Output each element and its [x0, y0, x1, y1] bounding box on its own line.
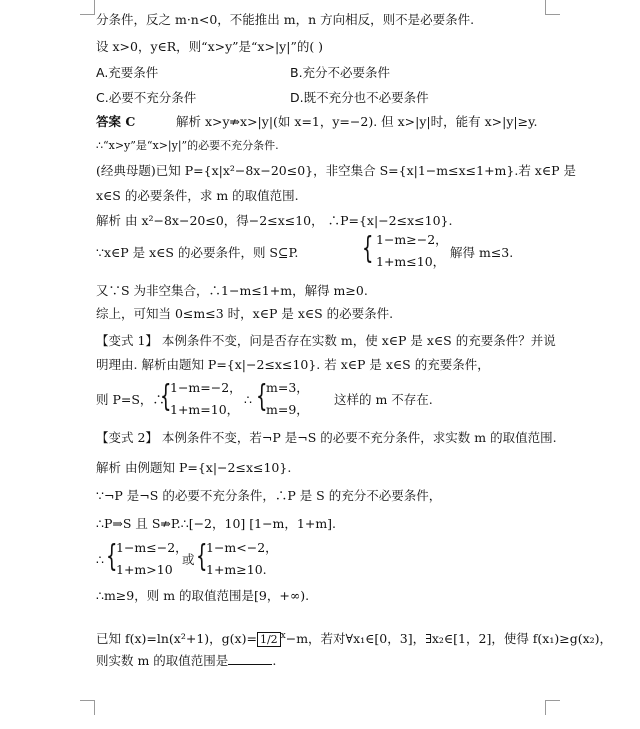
- variant-2-solution: ∵¬P 是¬S 的必要不充分条件，∴P 是 S 的充分不必要条件，: [96, 488, 442, 503]
- exercise-text: 则实数 m 的取值范围是: [96, 653, 229, 668]
- variant-2-result: ∴m≥9，则 m 的取值范围是[9，+∞).: [96, 588, 310, 603]
- exercise-text: 已知 f(x)=ln(x²+1)，g(x)=: [96, 631, 257, 647]
- exercise-line: 则实数 m 的取值范围是 .: [96, 653, 277, 668]
- solution-line: 解析 由 x²−8x−20≤0，得−2≤x≤10， ∴P={x|−2≤x≤10}.: [96, 213, 453, 228]
- system-row: 1−m≤−2，: [116, 540, 188, 555]
- left-brace: {: [106, 539, 118, 574]
- system-row: m=9，: [266, 402, 309, 417]
- question-line: 设 x>0，y∈R，则“x>y”是“x>|y|”的( ): [96, 39, 324, 54]
- variant-1-solution: 则 P=S，∴: [96, 392, 165, 407]
- conclusion-line: ∴“x>y”是“x>|y|”的必要不充分条件.: [96, 139, 279, 152]
- option-c: C.必要不充分条件: [96, 90, 197, 105]
- exponent: x: [280, 631, 286, 641]
- system-row: 1+m≤10，: [376, 254, 446, 269]
- option-b: B.充分不必要条件: [290, 65, 391, 80]
- exercise-line: [96, 628, 612, 647]
- variant-1-result: 这样的 m 不存在.: [334, 392, 433, 407]
- answer-blank[interactable]: [228, 652, 272, 665]
- analysis-line: 解析 x>y⇏x>|y|(如 x=1，y=−2). 但 x>|y|时，能有 x>|y|≥y.: [176, 114, 538, 129]
- variant-1-line: 明理由. 解析由题知 P={x|−2≤x≤10}. 若 x∈P 是 x∈S 的充要条件，: [96, 357, 490, 372]
- option-d: D.既不充分也不必要条件: [290, 90, 429, 105]
- system-row: 1+m=10，: [170, 402, 240, 417]
- left-brace: {: [362, 231, 374, 266]
- text-line: 分条件，反之 m·n<0，不能推出 m，n 方向相反，则不是必要条件.: [96, 12, 475, 27]
- or-word: 或: [182, 552, 195, 567]
- fraction-box: 1/2: [257, 632, 281, 647]
- corner-mark-top-left: [80, 0, 95, 15]
- problem-line: x∈S 的必要条件，求 m 的取值范围.: [96, 188, 299, 203]
- system-row: 1−m<−2，: [206, 540, 278, 555]
- therefore-symbol: ∴: [244, 392, 252, 407]
- variant-2-line: 【变式 2】 本例条件不变，若¬P 是¬S 的必要不充分条件，求实数 m 的取值范围.: [96, 430, 557, 445]
- system-row: 1−m≥−2，: [376, 232, 448, 247]
- solution-line: ∵x∈P 是 x∈S 的必要条件，则 S⊆P.: [96, 245, 299, 260]
- problem-line: (经典母题)已知 P={x|x²−8x−20≤0}，非空集合 S={x|1−m≤x≤1+m}.若 x∈P 是: [96, 163, 576, 178]
- corner-mark-bottom-left: [80, 700, 95, 715]
- solution-line: 又∵S 为非空集合，∴1−m≤1+m，解得 m≥0.: [96, 283, 368, 298]
- corner-mark-top-right: [545, 0, 560, 15]
- system-row: m=3，: [266, 380, 309, 395]
- system-row: 1+m>10: [116, 562, 173, 577]
- solution-line: 综上，可知当 0≤m≤3 时，x∈P 是 x∈S 的必要条件.: [96, 306, 394, 321]
- left-brace: {: [160, 379, 172, 414]
- answer-label: 答案 C: [96, 114, 136, 129]
- exercise-text: −m，若对∀x₁∈[0，3]，∃x₂∈[1，2]，使得 f(x₁)≥g(x₂)，: [285, 631, 613, 647]
- option-a: A.充要条件: [96, 65, 159, 80]
- therefore-symbol: ∴: [96, 552, 104, 567]
- system-row: 1+m≥10.: [206, 562, 267, 577]
- system-row: 1−m=−2，: [170, 380, 242, 395]
- variant-1-line: 【变式 1】 本例条件不变，问是否存在实数 m，使 x∈P 是 x∈S 的充要条件？并说: [96, 333, 556, 348]
- variant-2-solution: ∴P⇒S 且 S⇏P.∴[−2，10] [1−m，1+m].: [96, 516, 337, 531]
- solution-result: 解得 m≤3.: [450, 245, 514, 260]
- left-brace: {: [196, 539, 208, 574]
- left-brace: {: [256, 379, 268, 414]
- corner-mark-bottom-right: [545, 700, 560, 715]
- variant-2-solution: 解析 由例题知 P={x|−2≤x≤10}.: [96, 460, 292, 475]
